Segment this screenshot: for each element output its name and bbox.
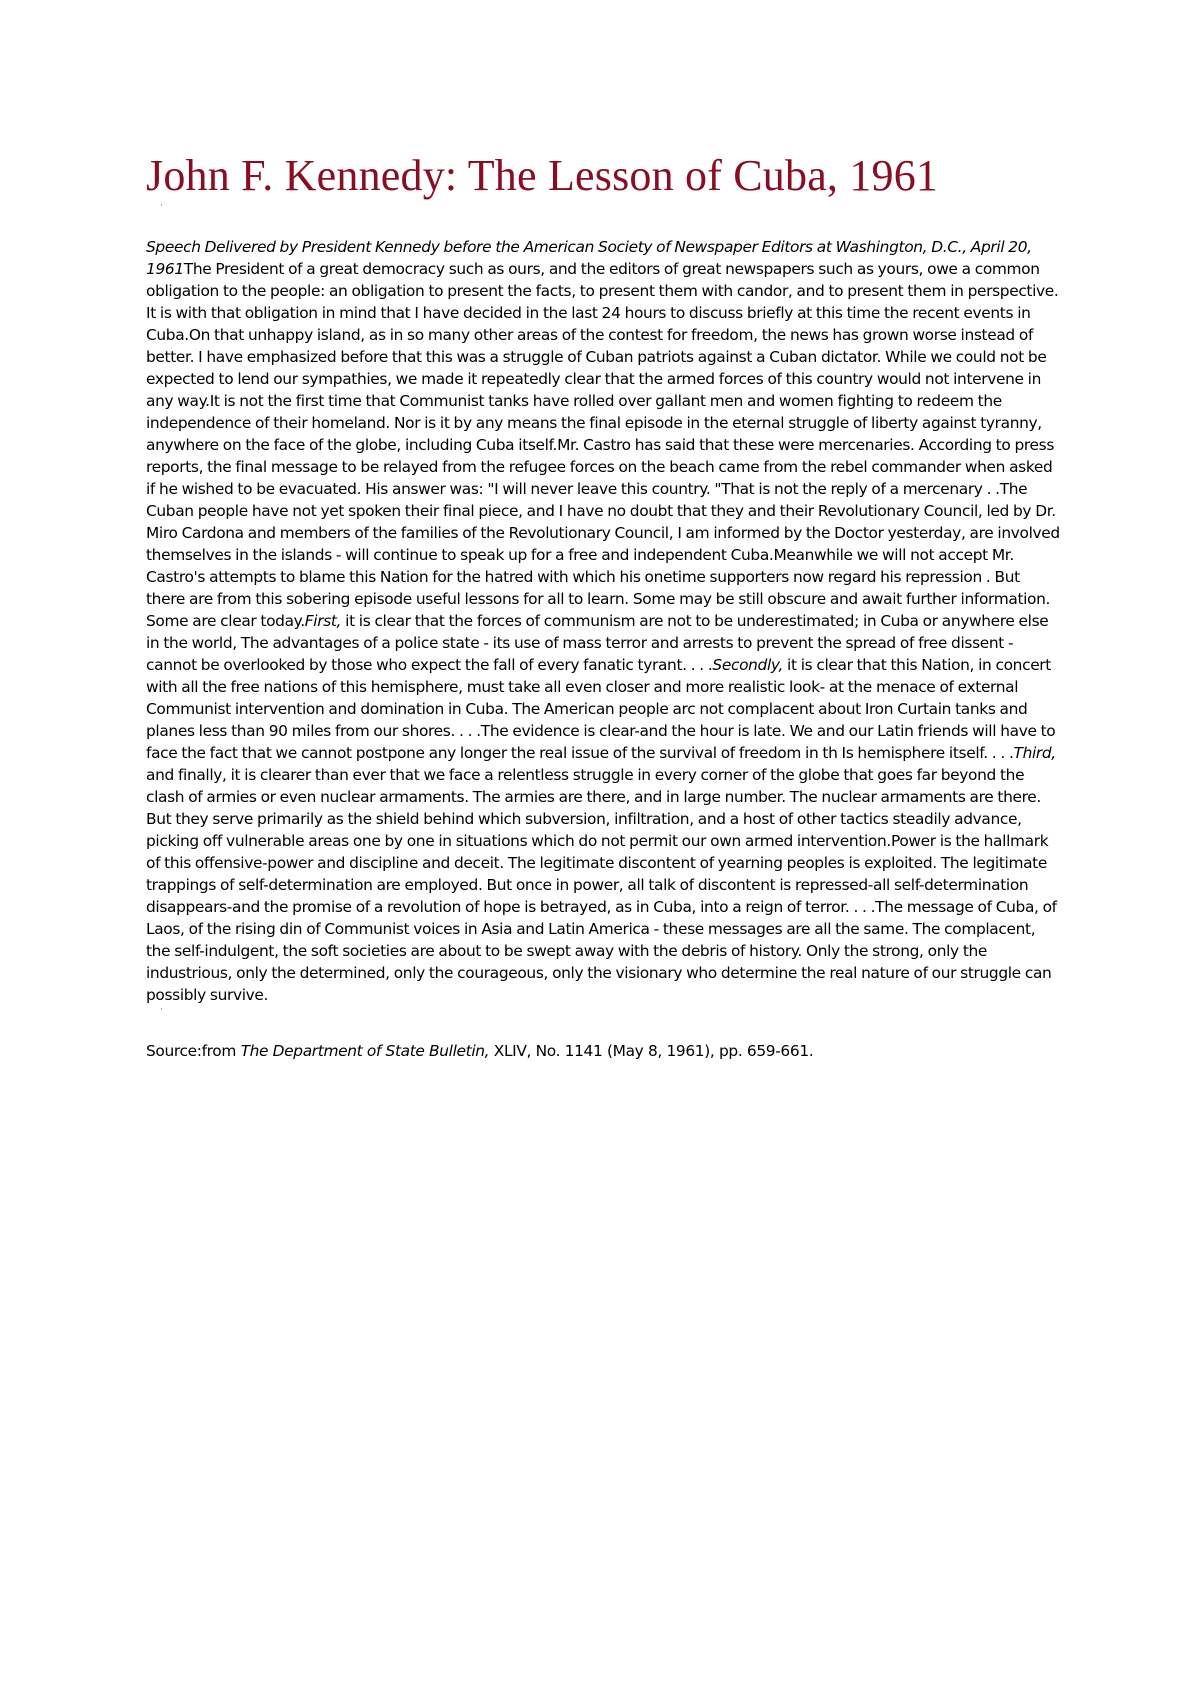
source-details: XLIV, No. 1141 (May 8, 1961), pp. 659-661. <box>489 1042 814 1060</box>
page-title: John F. Kennedy: The Lesson of Cuba, 1961 <box>146 151 939 200</box>
speech-text-part-4: and finally, it is clearer than ever that we face a relentless struggle in every corner of the globe that goes far beyond the clash of armies or even nuclear armaments. The armies are there, and in large number. The nuclear armaments are there. But they serve primarily as the shield behind which subversion, infiltration, and a host of other tactics steadily advance, picking off vulnerable areas one by one in situations which do not permit our own armed intervention.Power is the hallmark of this offensive-power and discipline and deceit. The legitimate discontent of yearning peoples is exploited. The legitimate trappings of self-determination are employed. But once in power, all talk of discontent is repressed-all self-determination disappears-and the promise of a revolution of hope is betrayed, as in Cuba, into a reign of terror. . . .The message of Cuba, of Laos, of the rising din of Communist voices in Asia and Latin America - these messages are all the same. The complacent, the self-indulgent, the soft societies are about to be swept away with the debris of history. Only the strong, only the industrious, only the determined, only the courageous, only the visionary who determine the real nature of our struggle can possibly survive. <box>146 766 1057 1004</box>
source-publication: The Department of State Bulletin, <box>240 1042 490 1060</box>
speech-third-label: Third, <box>1013 744 1056 762</box>
speech-second-label: Secondly, <box>712 656 783 674</box>
separator-mark: · <box>160 201 163 211</box>
speech-text-part-2: it is clear that the forces of communism are not to be underestimated; in Cuba or anywhere else in the world, The advantages of a police state - its use of mass terror and arrests to prevent the spread of free dissent - cannot be overlooked by those who expect the fall of every fanatic tyrant. . . . <box>146 612 1049 674</box>
document-page <box>146 150 1062 1062</box>
separator-mark-2: · <box>160 1005 163 1015</box>
speech-subtitle: Speech Delivered by President Kennedy before the American Society of Newspaper Editors at Washington, D.C., April 20, 1961 <box>146 238 1032 278</box>
speech-body <box>146 236 1062 1006</box>
source-citation <box>146 1040 1062 1062</box>
speech-text-part-1: The President of a great democracy such as ours, and the editors of great newspapers such as yours, owe a common obligation to the people: an obligation to present the facts, to present them with candor, and to present them in perspective. It is with that obligation in mind that I have decided in the last 24 hours to discuss briefly at this time the recent events in Cuba.On that unhappy island, as in so many other areas of the contest for freedom, the news has grown worse instead of better. I have emphasized before that this was a struggle of Cuban patriots against a Cuban dictator. While we could not be expected to lend our sympathies, we made it repeatedly clear that the armed forces of this country would not intervene in any way.It is not the first time that Communist tanks have rolled over gallant men and women fighting to redeem the independence of their homeland. Nor is it by any means the final episode in the eternal struggle of liberty against tyranny, anywhere on the face of the globe, including Cuba itself.Mr. Castro has said that these were mercenaries. According to press reports, the final message to be relayed from the refugee forces on the beach came from the rebel commander when asked if he wished to be evacuated. His answer was: "I will never leave this country. "That is not the reply of a mercenary . .The Cuban people have not yet spoken their final piece, and I have no doubt that they and their Revolutionary Council, led by Dr. Miro Cardona and members of the families of the Revolutionary Council, I am informed by the Doctor yesterday, are involved themselves in the islands - will continue to speak up for a free and independent Cuba.Meanwhile we will not accept Mr. Castro's attempts to blame this Nation for the hatred with which his onetime supporters now regard his repression . But there are from this sobering episode useful lessons for all to learn. Some may be still obscure and await further information. Some are clear today. <box>146 260 1060 630</box>
speech-first-label: First, <box>304 612 342 630</box>
source-prefix: Source:from <box>146 1042 241 1060</box>
speech-text-part-3: it is clear that this Nation, in concert with all the free nations of this hemisphere, must take all even closer and more realistic look- at the menace of external Communist intervention and domination in Cuba. The American people arc not complacent about Iron Curtain tanks and planes less than 90 miles from our shores. . . .The evidence is clear-and the hour is late. We and our Latin friends will have to face the fact that we cannot postpone any longer the real issue of the survival of freedom in th Is hemisphere itself. . . . <box>146 656 1056 762</box>
